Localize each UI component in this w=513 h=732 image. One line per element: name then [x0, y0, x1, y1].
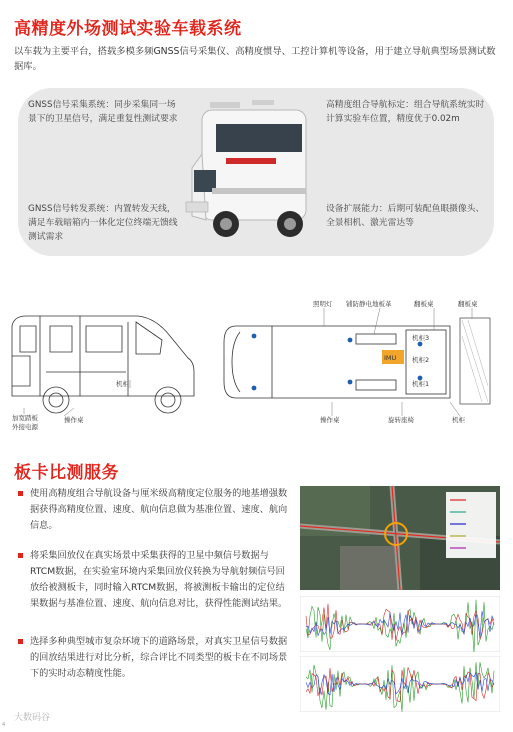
bullet-item: [18, 634, 292, 682]
label-flip-table-2: 翻板桌: [458, 300, 478, 308]
van-top-view: [224, 318, 490, 404]
label-lighting: 照明灯: [313, 300, 333, 308]
page-number: 4: [2, 722, 6, 728]
section-title-board-comparison: 板卡比测服务: [14, 463, 119, 483]
bullet-text: 将采集回放仪在真实场景中采集获得的卫星中频信号数据与RTCM数据，在实验室环境内采集回放仪转换为导航射频信号回放给被测板卡，同时输入RTCM数据，将被测板卡输出的定位结果数据与基准位置、速度、航向信息对比，获得性能测试结果。: [30, 550, 288, 609]
label-external-power: 外接电源: [12, 423, 38, 431]
feature-gnss-capture: GNSS信号采集系统：同步采集同一场景下的卫星信号，满足重复性测试要求: [28, 100, 178, 124]
feature-expansion: 设备扩展能力：后期可装配鱼眼摄像头、全景相机、激光雷达等: [326, 204, 485, 228]
label-imu: IMU: [384, 354, 397, 362]
label-cabinet-2: 机柜2: [412, 356, 430, 364]
feature-gnss-forward: GNSS信号转发系统：内置转发天线，满足车载暗箱内一体化定位终端无馈线测试需求: [28, 204, 178, 242]
label-antistatic-floor: 铺防静电地板革: [346, 300, 392, 308]
label-flip-table-1: 翻板桌: [414, 300, 434, 308]
section-title-vehicle-system: 高精度外场测试实验车载系统: [14, 19, 242, 39]
section-description: 以车载为主要平台，搭载多模多频GNSS信号采集仪、高精度惯导、工控计算机等设备，用于建立导航典型场景测试数据库。: [14, 46, 496, 72]
watermark: 大数码谷: [14, 713, 51, 723]
label-cabinet-side: 机柜: [116, 380, 129, 388]
error-comparison-chart-2: [300, 656, 500, 712]
bullet-item: [18, 548, 292, 612]
trajectory-map-image: [300, 486, 500, 590]
test-van-photo: [172, 88, 322, 256]
label-cabinet-3: 机柜3: [412, 334, 430, 342]
bullet-marker: [18, 553, 23, 558]
label-console-top: 操作桌: [320, 416, 340, 424]
bullet-marker: [18, 491, 23, 496]
bullet-marker: [18, 639, 23, 644]
bullet-text: 使用高精度组合导航设备与厘米级高精度定位服务的地基增强数据获得高精度位置、速度、航向信息做为基准位置、速度、航向信息。: [30, 488, 288, 531]
error-comparison-chart-1: [300, 596, 500, 652]
label-swivel-seat: 旋转座椅: [388, 416, 414, 424]
label-cabinet-1: 机柜1: [412, 380, 430, 388]
bullet-text: 选择多种典型城市复杂环境下的道路场景，对真实卫星信号数据的回放结果进行对比分析，综合评比不同类型的板卡在不同场景下的实时动态精度性能。: [30, 636, 288, 679]
label-console-side: 操作桌: [64, 416, 84, 424]
label-widened-step: 加宽踏板: [12, 414, 38, 422]
bullet-item: [18, 486, 292, 534]
label-cabinet-top: 机柜: [452, 416, 465, 424]
vehicle-layout-diagram: [10, 296, 502, 432]
feature-ins-calibration: 高精度组合导航标定：组合导航系统实时计算实验车位置，精度优于0.02m: [326, 100, 485, 124]
van-side-view: [12, 316, 194, 413]
